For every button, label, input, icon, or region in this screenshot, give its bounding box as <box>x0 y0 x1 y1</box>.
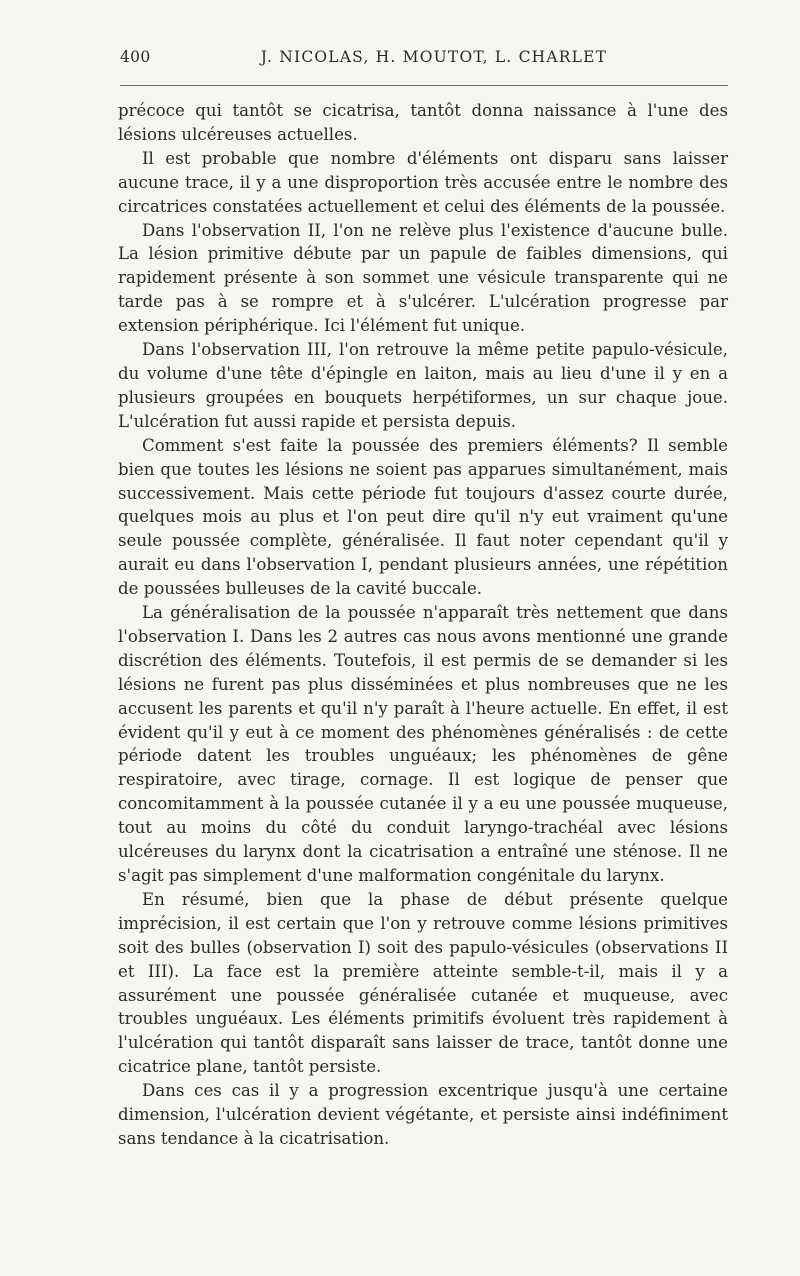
paragraph-disappeared-elements: Il est probable que nombre d'éléments ont disparu sans laisser aucune trace, il y a une disproportion très accusée entre le nombre des circatrices constatées actuellement et celui des éléments de la poussée. <box>118 148 728 216</box>
running-head-authors: J. NICOLAS, H. MOUTOT, L. CHARLET <box>260 48 608 66</box>
paragraph-summary: En résumé, bien que la phase de début présente quelque imprécision, il est certain que l'on y retrouve comme lésions primitives soit des bulles (observation I) soit des papulo-vésicules (observations II et III). La face est la première atteinte semble-t-il, mais il y a assurément une poussée généralisée cutanée et muqueuse, avec troubles unguéaux. Les éléments primitifs évoluent très rapidement à l'ulcération qui tantôt disparaît sans laisser de trace, tantôt donne une cicatrice plane, tantôt persiste. <box>118 889 728 1077</box>
header-rule <box>120 85 728 86</box>
paragraph-first-eruption: Comment s'est faite la poussée des premiers éléments? Il semble bien que toutes les lésions ne soient pas apparues simultanément, mais successivement. Mais cette période fut toujours d'assez courte durée, quelques mois au plus et l'on peut dire qu'il n'y eut vraiment qu'une seule poussée complète, généralisée. Il faut noter cependant qu'il y aurait eu dans l'observation I, pendant plusieurs années, une répétition de poussées bulleuses de la cavité buccale. <box>118 435 728 599</box>
body-text <box>118 99 728 1151</box>
page-number: 400 <box>120 48 151 66</box>
paragraph-observation-2: Dans l'observation II, l'on ne relève plus l'existence d'aucune bulle. La lésion primitive débute par un papule de faibles dimensions, qui rapidement présente à son sommet une vésicule transparente qui ne tarde pas à se rompre et à s'ulcérer. L'ulcération progresse par extension périphérique. Ici l'élément fut unique. <box>118 220 728 336</box>
paragraph-continuation: précoce qui tantôt se cicatrisa, tantôt donna naissance à l'une des lésions ulcéreuses actuelles. <box>118 101 728 144</box>
paragraph-generalisation: La généralisation de la poussée n'apparaît très nettement que dans l'observation I. Dans les 2 autres cas nous avons mentionné une grande discrétion des éléments. Toutefois, il est permis de se demander si les lésions ne furent pas plus disséminées et plus nombreuses que ne les accusent les parents et qu'il n'y paraît à l'heure actuelle. En effet, il est évident qu'il y eut à ce moment des phénomènes généralisés : de cette période datent les troubles unguéaux; les phénomènes de gêne respiratoire, avec tirage, cornage. Il est logique de penser que concomitamment à la poussée cutanée il y a eu une poussée muqueuse, tout au moins du côté du conduit laryngo-trachéal avec lésions ulcéreuses du larynx dont la cicatrisation a entraîné une sténose. Il ne s'agit pas simplement d'une malformation congénitale du larynx. <box>118 603 728 885</box>
paragraph-progression: Dans ces cas il y a progression excentrique jusqu'à une certaine dimension, l'ulcération devient végétante, et persiste ainsi indéfiniment sans tendance à la cicatrisation. <box>118 1081 728 1148</box>
running-head <box>120 48 728 70</box>
paragraph-observation-3: Dans l'observation III, l'on retrouve la même petite papulo-vésicule, du volume d'une tête d'épingle en laiton, mais au lieu d'une il y en a plusieurs groupées en bouquets herpétiformes, un sur chaque joue. L'ulcération fut aussi rapide et persista depuis. <box>118 340 728 431</box>
